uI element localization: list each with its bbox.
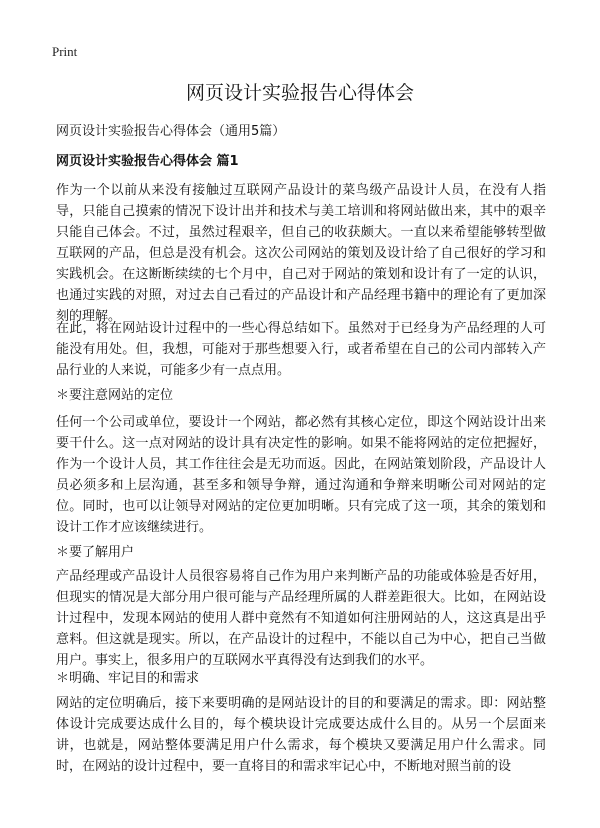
paragraph-intro: 作为一个以前从来没有接触过互联网产品设计的菜鸟级产品设计人员，在没有人指导，只能自己摸索的情况下设计出并和技术与美工培训和将网站做出来，其中的艰辛只能自己体会。不过，虽然过程艰辛，但自己的收获颇大。一直以来希望能够转型做互联网的产品，但总是没有机会。这次公司网站的策划及设计给了自己很好的学习和实践机会。在这断断续续的七个月中，自己对于网站的策划和设计有了一定的认识，也通过实践的对照，对过去自己看过的产品设计和产品经理书籍中的理论有了更加深刻的理解。 (56, 183, 546, 324)
print-label: Print (52, 44, 78, 59)
section-heading: 网页设计实验报告心得体会 篇1 (56, 154, 239, 169)
page-title: 网页设计实验报告心得体会 (185, 82, 414, 104)
bullet-goals: ＊明确、牢记目的和需求 (56, 671, 200, 686)
paragraph-users: 产品经理或产品设计人员很容易将自己作为用户来判断产品的功能或体验是否好用，但现实的情况是大部分用户很可能与产品经理所属的人群差距很大。比如，在网站设计过程中，发现本网站的使用人群中竟然有不知道如何注册网站的人，这这真是出乎意料。但这就是现实。所以，在产品设计的过程中，不能以自己为中心，把自己当做用户。事实上，很多用户的互联网水平真得没有达到我们的水平。 (56, 569, 546, 668)
document-subtitle: 网页设计实验报告心得体会（通用5篇） (56, 124, 286, 139)
bullet-positioning: ＊要注意网站的定位 (56, 388, 174, 403)
bullet-users: ＊要了解用户 (56, 545, 135, 560)
paragraph-goals: 网站的定位明确后，接下来要明确的是网站设计的目的和要满足的需求。即：网站整体设计完成要达成什么目的，每个模块设计完成要达成什么目的。从另一个层面来讲，也就是，网站整体要满足用户什么需求，每个模块又要满足用户什么需求。同时，在网站的设计过程中，要一直将目的和需求牢记心中，不断地对照当前的设 (56, 696, 546, 774)
paragraph-summary: 在此，将在网站设计过程中的一些心得总结如下。虽然对于已经身为产品经理的人可能没有用处。但，我想，可能对于那些想要入行，或者希望在自己的公司内部转入产品行业的人来说，可能多少有一点点用。 (56, 321, 546, 378)
paragraph-positioning: 任何一个公司或单位，要设计一个网站，都必然有其核心定位，即这个网站设计出来要干什么。这一点对网站的设计具有决定性的影响。如果不能将网站的定位把握好，作为一个设计人员，其工作往往会是无功而返。因此，在网站策划阶段，产品设计人员必须多和上层沟通，甚至多和领导争辩，通过沟通和争辩来明晰公司对网站的定位。同时，也可以让领导对网站的定位更加明晰。只有完成了这一项，其余的策划和设计工作才应该继续进行。 (56, 415, 546, 535)
